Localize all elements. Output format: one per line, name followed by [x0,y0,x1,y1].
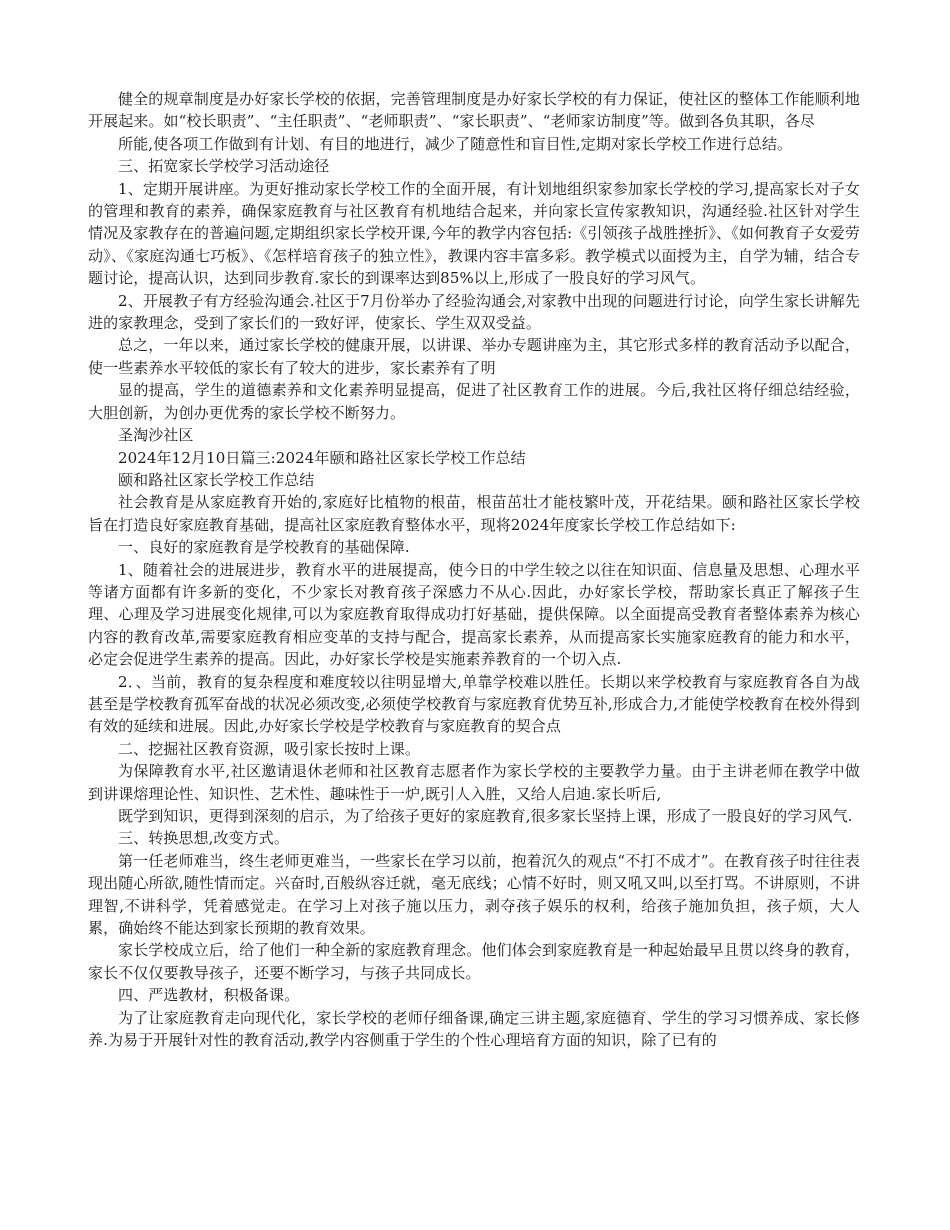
paragraph-new-concept: 家长学校成立后，给了他们一种全新的家庭教育理念。他们体会到家庭教育是一种起始最早且贯以终身的教育，家长不仅仅要教导孩子，还要不断学习，与孩子共同成长。 [88,941,860,982]
signature-community: 圣淘沙社区 [118,426,194,445]
paragraph-teachers-cont: 既学到知识，更得到深刻的启示，为了给孩子更好的家庭教育,很多家长坚持上课，形成了一股良好的学习风气. [118,807,853,825]
paragraph-point-1: 1、随着社会的进展进步，教育水平的进展提高，使今日的中学生较之以往在知识面、信息量及思想、心理水平等诸方面都有许多新的变化，不少家长对教育孩子深感力不从心.因此，办好家长学校，帮助家长真正了解孩子生理、心理及学习进展变化规律,可以为家庭教育取得成功打好基础，提供保障。以全面提高受教育者整体素养为核心内容的教育改革,需要家庭教育相应变革的支持与配合，提高家长素养，从而提高家长实施家庭教育的能力和水平，必定会促进学生素养的提高。因此，办好家长学校是实施素养教育的一个切入点. [88,560,860,669]
article-title: 颐和路社区家长学校工作总结 [118,470,315,489]
section-heading-1: 一、良好的家庭教育是学校教育的基础保障. [118,538,410,557]
document-page [88,88,860,1051]
paragraph-exchange-meeting: 2、开展教子有方经验沟通会.社区于7月份举办了经验沟通会,对家教中出现的问题进行讨论，向学生家长讲解先进的家教理念，受到了家长们的一致好评，使家长、学生双双受益。 [88,291,860,333]
section-heading-3b: 三、转换思想,改变方式。 [118,829,289,848]
section-heading-4: 四、严选教材，积极备课。 [118,986,300,1005]
date-and-article-title: 2024年12月10日篇三:2024年颐和路社区家长学校工作总结 [118,448,526,467]
paragraph-point-2: 2．、当前，教育的复杂程度和难度较以往明显增大,单靠学校难以胜任。长期以来学校教育与家庭教育各自为战甚至是学校教育孤军奋战的状况必须改变,必须使学校教育与家庭教育优势互补,形成合力,才能使学校教育在校外得到有效的延续和进展。因此,办好家长学校是学校教育与家庭教育的契合点 [88,672,860,736]
paragraph-summary-cont: 显的提高，学生的道德素养和文化素养明显提高，促进了社区教育工作的进展。今后,我社区将仔细总结经验，大胆创新，为创办更优秀的家长学校不断努力。 [88,381,860,422]
paragraph-teachers: 为保障教育水平,社区邀请退休老师和社区教育志愿者作为家长学校的主要教学力量。由于主讲老师在教学中做到讲课熔理论性、知识性、艺术性、趣味性于一炉,既引人入胜，又给人启迪.家长听后, [88,762,860,803]
paragraph-mindset: 第一任老师难当，终生老师更难当，一些家长在学习以前，抱着沉久的观点“不打不成才”。在教育孩子时往往表现出随心所欲,随性情而定。兴奋时,百般纵容迁就，毫无底线；心情不好时，则又吼又叫,以至打骂。不讲原则，不讲理智,不讲科学，凭着感觉走。在学习上对孩子施以压力，剥夺孩子娱乐的权利，给孩子施加负担，孩子烦，大人累，确始终不能达到家长预期的教育效果。 [88,851,860,938]
paragraph-rules-cont: 所能,使各项工作做到有计划、有目的地进行，减少了随意性和盲目性,定期对家长学校工作进行总结。 [118,134,793,153]
paragraph-summary: 总之，一年以来，通过家长学校的健康开展，以讲课、举办专题讲座为主，其它形式多样的教育活动予以配合，使一些素养水平较低的家长有了较大的进步，家长素养有了明 [88,336,860,377]
paragraph-rules-intro: 健全的规章制度是办好家长学校的依据，完善管理制度是办好家长学校的有力保证，使社区的整体工作能顺利地开展起来。如“校长职责”、“主任职责”、“老师职责”、“家长职责”、“老师家访制度”等。做到各负其职，各尽 [88,90,860,131]
section-heading-3: 三、拓宽家长学校学习活动途径 [118,157,330,176]
paragraph-intro: 社会教育是从家庭教育开始的,家庭好比植物的根苗，根苗茁壮才能枝繁叶茂，开花结果。颐和路社区家长学校旨在打造良好家庭教育基础，提高社区家庭教育整体水平，现将2024年度家长学校工作总结如下: [88,493,860,534]
paragraph-lectures: 1、定期开展讲座。为更好推动家长学校工作的全面开展，有计划地组织家参加家长学校的学习,提高家长对子女的管理和教育的素养，确保家庭教育与社区教育有机地结合起来，并向家长宣传家教知识，沟通经验.社区针对学生情况及家教存在的普遍问题,定期组织家长学校开课,今年的教学内容包括:《引领孩子战胜挫折》、《如何教育子女爱劳动》、《家庭沟通七巧板》、《怎样培育孩子的独立性》，教课内容丰富多彩。教学模式以面授为主，自学为辅，结合专题讨论，提高认识，达到同步教育.家长的到课率达到85%以上,形成了一股良好的学习风气。 [88,179,860,288]
section-heading-2: 二、挖掘社区教育资源，吸引家长按时上课。 [118,739,421,758]
paragraph-materials: 为了让家庭教育走向现代化，家长学校的老师仔细备课,确定三讲主题,家庭德育、学生的学习习惯养成、家长修养.为易于开展针对性的教育活动,教学内容侧重于学生的个性心理培育方面的知识，除了已有的 [88,1008,860,1050]
